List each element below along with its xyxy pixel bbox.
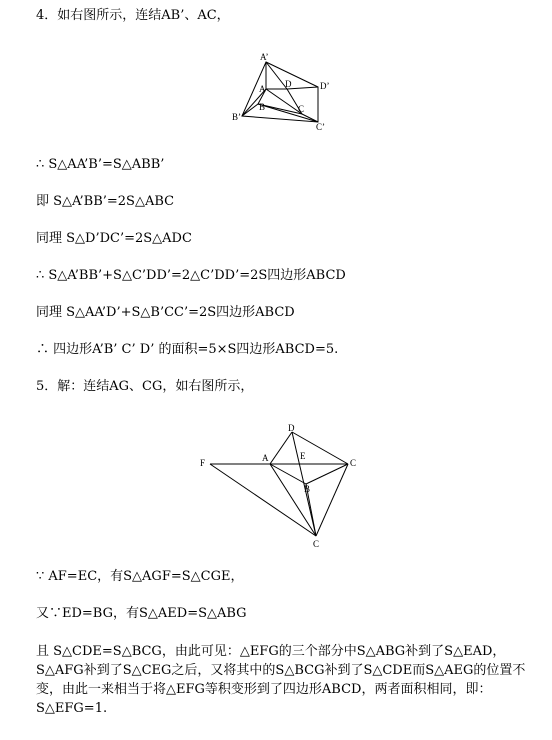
- problem-5-intro: 5．解：连结AG、CG，如右图所示，: [36, 379, 254, 394]
- label-B-prime: B’: [232, 112, 241, 122]
- label-B: B: [259, 102, 266, 112]
- label-E: E: [300, 451, 306, 461]
- statement-4: ∴ S△A’BB’+S△C’DD’=2△C’DD’=2S四边形ABCD: [36, 268, 346, 283]
- label-C: C: [298, 104, 305, 114]
- label-D-prime: D’: [320, 81, 330, 91]
- label-A-prime: A’: [260, 52, 269, 62]
- label-A: A: [262, 453, 269, 463]
- label-C-prime: C’: [316, 122, 325, 132]
- figure-1-quadrilateral: [232, 52, 342, 132]
- reason-2: 又∵ED=BG，有S△AED=S△ABG: [36, 606, 247, 621]
- label-D: D: [285, 79, 292, 89]
- statement-2: 即 S△A’BB’=2S△ABC: [36, 194, 175, 209]
- label-D: D: [288, 424, 295, 433]
- statement-1: ∴ S△AA’B’=S△ABB’: [36, 157, 165, 172]
- label-A: A: [259, 84, 266, 94]
- label-B: B: [304, 484, 311, 494]
- outer-quad: [242, 62, 318, 122]
- label-C-right: C: [350, 458, 357, 468]
- statement-3: 同理 S△D’DC’=2S△ADC: [36, 231, 192, 246]
- conclusion-paragraph: 且 S△CDE=S△BCG，由此可见：△EFG的三个部分中S△ABG补到了S△EAD，S△AFG补到了S△CEG之后，又将其中的S△BCG补到了S△CDE而S△AEG的位置不变，由此一来相当于将△EFG等积变形到了四边形ABCD，两者面积相同，即：S△EFG=1.: [36, 644, 526, 716]
- label-C-bottom: C: [313, 539, 320, 549]
- statement-5: 同理 S△AA’D’+S△B’CC’=2S四边形ABCD: [36, 305, 295, 320]
- reason-1: ∵ AF=EC，有S△AGF=S△CGE，: [36, 569, 244, 584]
- label-F: F: [200, 458, 206, 468]
- statement-6: ∴ 四边形A’B’ C’ D’ 的面积=5×S四边形ABCD=5.: [36, 342, 339, 357]
- problem-4-intro: 4．如右图所示，连结AB’、AC，: [36, 8, 230, 23]
- figure-2-triangle: [196, 424, 366, 554]
